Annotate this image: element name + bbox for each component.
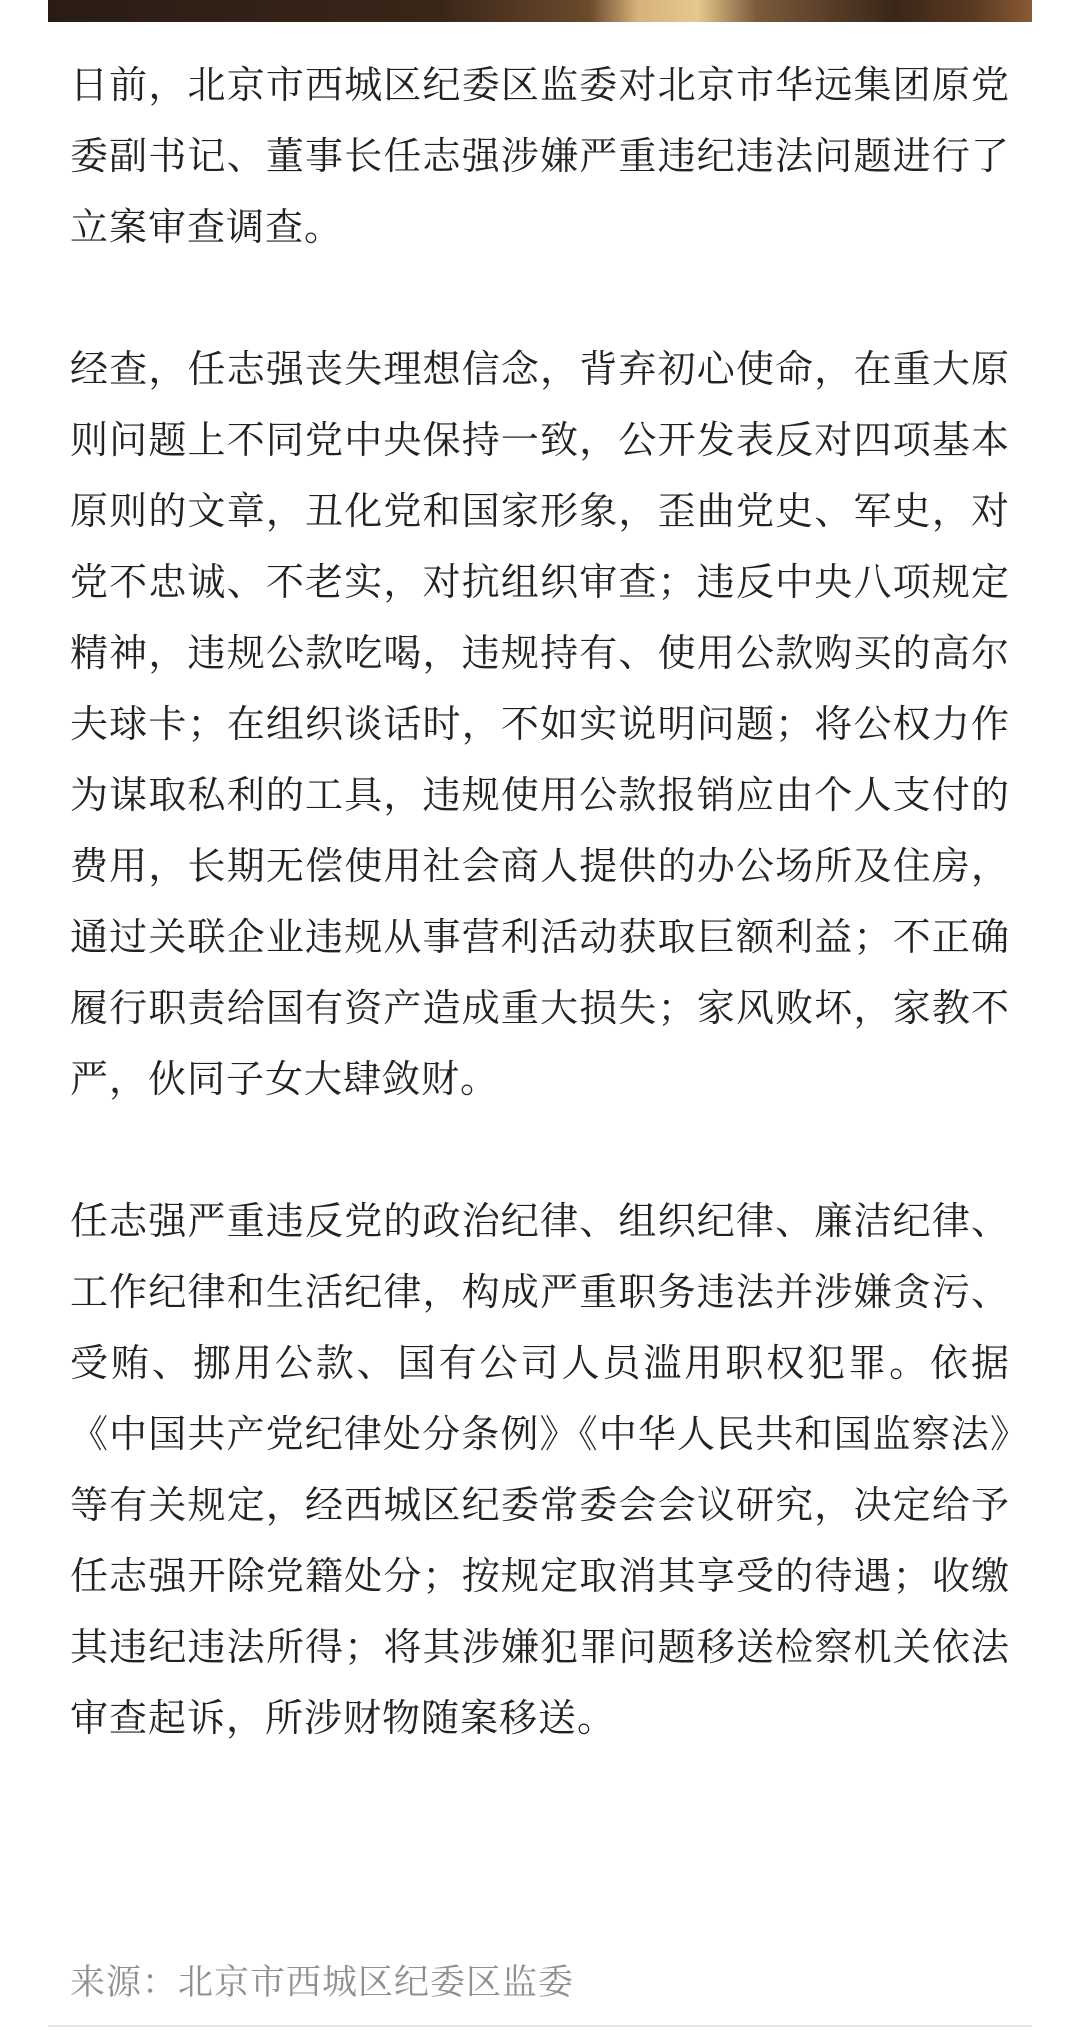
article-paragraph: 经查，任志强丧失理想信念，背弃初心使命，在重大原则问题上不同党中央保持一致，公开发表反对四项基本原则的文章，丑化党和国家形象，歪曲党史、军史，对党不忠诚、不老实，对抗组织审查；违反中央八项规定精神，违规公款吃喝，违规持有、使用公款购买的高尔夫球卡；在组织谈话时，不如实说明问题；将公权力作为谋取私利的工具，违规使用公款报销应由个人支付的费用，长期无偿使用社会商人提供的办公场所及住房，通过关联企业违规从事营利活动获取巨额利益；不正确履行职责给国有资产造成重大损失；家风败坏，家教不严，伙同子女大肆敛财。 — [70, 347, 1010, 1101]
article-paragraph: 任志强严重违反党的政治纪律、组织纪律、廉洁纪律、工作纪律和生活纪律，构成严重职务违法并涉嫌贪污、受贿、挪用公款、国有公司人员滥用职权犯罪。依据《中国共产党纪律处分条例》《中华人民共和国监察法》等有关规定，经西城区纪委常委会会议研究，决定给予任志强开除党籍处分；按规定取消其享受的待遇；收缴其违纪违法所得；将其涉嫌犯罪问题移送检察机关依法审查起诉，所涉财物随案移送。 — [70, 1199, 1010, 1740]
article-image-bottom-edge — [48, 0, 1032, 22]
article-source: 来源：北京市西城区纪委区监委 — [70, 1963, 575, 2003]
article-paragraph: 日前，北京市西城区纪委区监委对北京市华远集团原党委副书记、董事长任志强涉嫌严重违纪违法问题进行了立案审查调查。 — [70, 63, 1010, 249]
divider — [48, 2025, 1032, 2027]
article-body — [70, 50, 1010, 1754]
